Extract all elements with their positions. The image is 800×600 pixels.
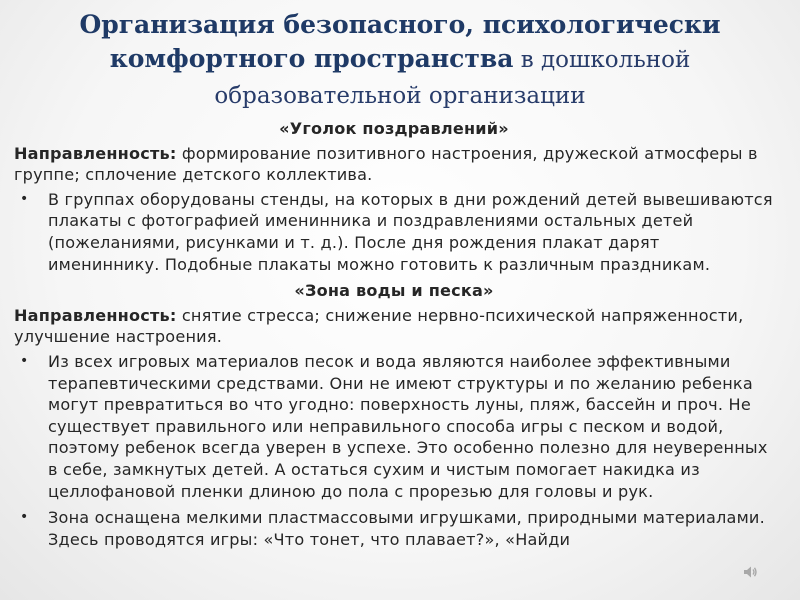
title-line-3: образовательной организации — [214, 83, 586, 109]
bullet-marker: • — [20, 352, 29, 369]
direction-paragraph — [14, 143, 774, 186]
bullet-item — [14, 507, 774, 550]
direction-label: Направленность: — [14, 305, 177, 325]
speaker-icon[interactable] — [742, 564, 758, 580]
section-greetings-corner — [14, 118, 774, 275]
bullet-text: Из всех игровых материалов песок и вода являются наиболее эффективными терапевтическими средствами. Они не имеют структуры и по желанию ребенка могут превратиться во что угодно: поверхность луны, пляж, бассейн и проч. Не существует правильного или неправильного способа игры с песком и водой, поэтому ребенок всегда уверен в успехе. Это особенно полезно для неуверенных в себе, замкнутых детей. А остаться сухим и чистым помогает накидка из целлофановой пленки длиною до пола с прорезью для головы и рук. — [48, 351, 768, 501]
bullet-item — [14, 351, 774, 502]
bullet-list — [14, 351, 774, 550]
bullet-marker: • — [20, 190, 29, 207]
direction-text: снятие стресса; снижение нервно-психической напряженности, улучшение настроения. — [14, 305, 744, 347]
section-heading: «Уголок поздравлений» — [279, 119, 509, 138]
section-water-sand-zone — [14, 280, 774, 550]
bullet-text: Зона оснащена мелкими пластмассовыми игрушками, природными материалами. Здесь проводятся игры: «Что тонет, что плавает?», «Найди — [48, 508, 765, 549]
title-line-2 — [40, 42, 760, 79]
title-line-2-regular: в дошкольной — [513, 47, 691, 73]
title-line-1: Организация безопасного, психологически — [79, 10, 721, 39]
direction-text: формирование позитивного настроения, дружеской атмосферы в группе; сплочение детского коллектива. — [14, 143, 758, 185]
direction-paragraph — [14, 305, 774, 348]
direction-label: Направленность: — [14, 143, 177, 163]
title-line-2-bold: комфортного пространства — [109, 44, 514, 73]
section-heading: «Зона воды и песка» — [294, 281, 494, 301]
bullet-marker: • — [20, 509, 29, 526]
bullet-item — [14, 189, 774, 275]
bullet-text: В группах оборудованы стенды, на которых в дни рождений детей вывешиваются плакаты с фотографией именинника и поздравлениями остальных детей (пожеланиями, рисунками и т. д.). После дня рождения плакат дарят имениннику. Подобные плакаты можно готовить к различным праздникам. — [48, 189, 773, 274]
slide-content — [14, 118, 774, 555]
slide-title — [40, 8, 760, 113]
bullet-list — [14, 189, 774, 275]
